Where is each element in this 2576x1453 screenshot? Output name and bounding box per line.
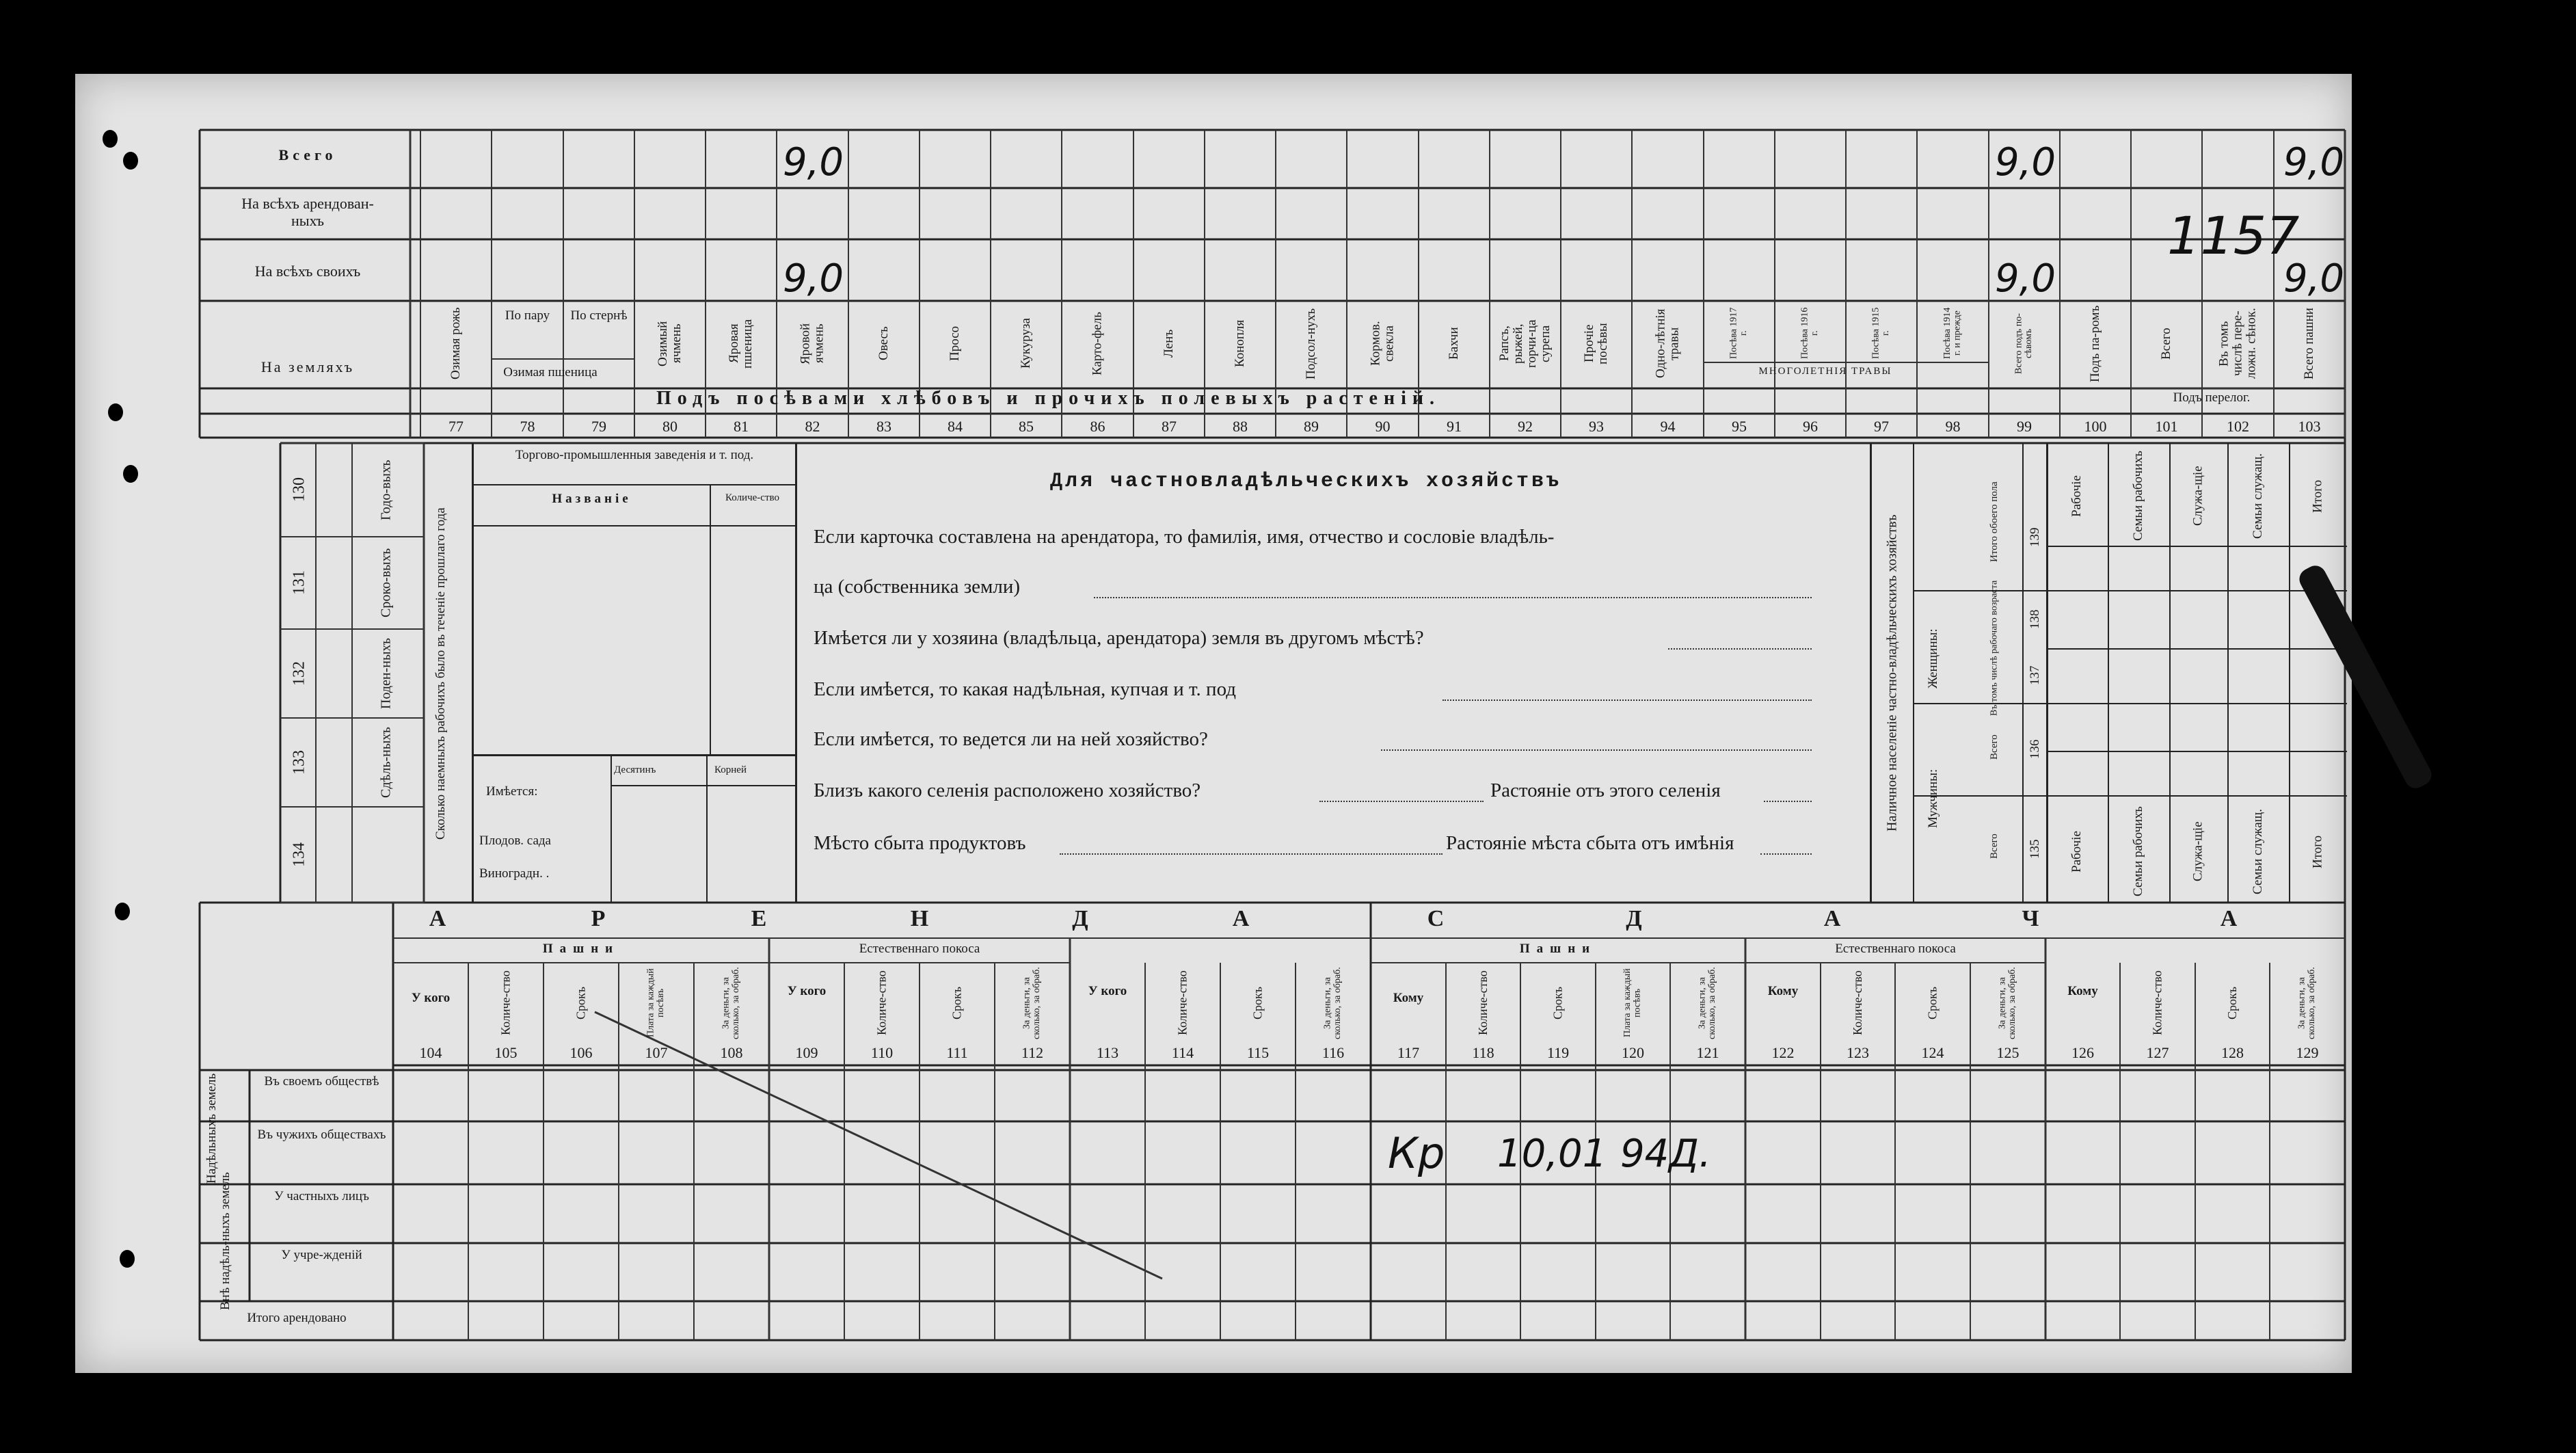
arenda-letter: Н (910, 906, 929, 931)
column-number: 79 (591, 418, 606, 435)
handwritten-svoikh-103: 9,0 (2283, 256, 2345, 301)
private-line-7: Растояніе отъ этого селенія (1490, 779, 1721, 801)
crop-header: Всего подъ по-сѣвомъ (2013, 313, 2034, 374)
lease-col-number: 123 (1847, 1044, 1869, 1061)
column-number: 91 (1447, 418, 1462, 435)
column-number: 92 (1518, 418, 1533, 435)
hired-col-number: 134 (290, 842, 308, 867)
column-number: 83 (876, 418, 891, 435)
population-header-bottom: Служа-щіе (2190, 821, 2205, 882)
column-number: 85 (1019, 418, 1034, 435)
lease-col-header: Срокъ (574, 986, 588, 1020)
sdacha-letter: Д (1626, 906, 1642, 931)
population-header-bottom: Итого (2310, 835, 2325, 868)
population-col-line (2289, 443, 2290, 903)
trade-qty-header: Количе-ство (725, 492, 779, 503)
column-number: 77 (448, 418, 464, 435)
crop-header: Кормов. свекла (1368, 321, 1397, 366)
column-number: 90 (1375, 418, 1391, 435)
crop-header: Кукуруза (1019, 318, 1034, 369)
mnogoletnie-label: МНОГОЛЕТНІЯ ТРАВЫ (1758, 366, 1892, 377)
arenda-letter: Д (1072, 906, 1088, 931)
population-col-line (2108, 443, 2109, 903)
column-number: 99 (2017, 418, 2032, 435)
lease-col-number: 120 (1622, 1044, 1644, 1061)
population-muzhchiny: Мужчины: (1926, 769, 1941, 829)
crop-header: Яровая пшеница (727, 319, 755, 369)
lease-col-number: 113 (1096, 1044, 1119, 1061)
row-label-arendovannykh: На всѣхъ арендован- ныхъ (241, 195, 374, 230)
sdacha-letter: Ч (2022, 906, 2039, 931)
row-label-na-zemlyakh: На земляхъ (260, 358, 355, 375)
trade-korney: Корней (714, 764, 747, 775)
trade-desyatin: Десятинъ (614, 764, 656, 775)
lease-col-number: 106 (569, 1044, 593, 1061)
population-row-line (2046, 590, 2347, 591)
handwritten-sdacha-srok: 94Д. (1620, 1132, 1711, 1176)
crop-header: Озимый ячмень (656, 321, 684, 366)
lease-col-number: 107 (645, 1044, 668, 1061)
row-label-svoikh: На всѣхъ своихъ (254, 263, 361, 280)
hired-col-number: 130 (290, 477, 308, 503)
column-number: 93 (1589, 418, 1604, 435)
population-header-bottom: Семьи служащ. (2251, 808, 2266, 895)
crop-header: Бахчи (1447, 327, 1462, 360)
row-label-itogo: Итого арендовано (247, 1311, 347, 1325)
ozimaya-pshenitsa-label: Озимая пшеница (503, 365, 598, 379)
lease-col-number: 109 (795, 1044, 818, 1061)
lease-col-number: 127 (2146, 1044, 2169, 1061)
private-line-2: ца (собственника земли) (814, 576, 1021, 598)
lease-group-pokos: Естественнаго покоса (859, 942, 980, 956)
hired-col-label: Сдѣль-ныхъ (378, 727, 394, 798)
lease-col-number: 122 (1771, 1044, 1795, 1061)
trade-vinograd: Виноградн. . (479, 866, 550, 881)
lease-col-number: 112 (1021, 1044, 1044, 1061)
column-number: 88 (1233, 418, 1248, 435)
private-title: Для частновладѣльческихъ хозяйствъ (1049, 470, 1562, 493)
lease-col-number: 119 (1546, 1044, 1570, 1061)
crop-header: Подъ па-ромъ (2088, 305, 2103, 382)
population-itogo-header: Итого обоего пола (1989, 481, 2000, 562)
column-number: 86 (1090, 418, 1105, 435)
handwritten-vsego-103: 9,0 (2283, 140, 2345, 185)
lease-col-number: 114 (1171, 1044, 1194, 1061)
crop-header: Всего (2159, 328, 2174, 360)
crop-header: По пару (505, 308, 550, 323)
private-line-1: Если карточка составлена на арендатора, то фамилія, имя, отчество и сословіе владѣль- (814, 526, 1555, 548)
lease-col-number: 108 (720, 1044, 743, 1061)
handwritten-svoikh-99: 9,0 (1995, 256, 2056, 301)
crop-header: Рапсъ, рыжей, горчи-ца сурепа (1497, 319, 1553, 368)
population-col-line (2169, 443, 2171, 903)
crop-header: Карто-фель (1090, 312, 1105, 375)
population-header-bottom: Семьи рабочихъ (2131, 806, 2146, 897)
hired-col-label: Годо-выхъ (378, 459, 394, 520)
handwritten-vsego-82: 9,0 (783, 140, 844, 185)
row-label-v-chuzhikh: Въ чужихъ обществахъ (257, 1128, 386, 1142)
private-line-9: Растояніе мѣста сбыта отъ имѣнія (1446, 832, 1734, 854)
population-header-bottom: Рабочіе (2069, 831, 2084, 872)
population-block (1870, 443, 2347, 903)
population-row-line (2046, 703, 2347, 704)
lease-col-header: Количе-ство (1851, 970, 1865, 1036)
lease-col-header: За деньги, за сколько, за обраб. (721, 967, 741, 1039)
private-line-6: Близъ какого селенія расположено хозяйство? (814, 779, 1201, 801)
lease-col-number: 110 (870, 1044, 894, 1061)
population-row-line (2046, 751, 2347, 752)
population-row-line (2046, 546, 2347, 547)
lease-col-header: Количе-ство (2150, 970, 2164, 1036)
population-header-top: Служа-щіе (2190, 466, 2205, 526)
population-col-number: 136 (2028, 739, 2043, 759)
population-row-line (2046, 795, 2347, 797)
lease-col-number: 117 (1397, 1044, 1420, 1061)
arenda-letter: Р (591, 906, 606, 931)
handwritten-svoikh-82: 9,0 (783, 256, 844, 301)
crop-header: Посѣва 1917 г. (1728, 307, 1749, 360)
population-col-number: 137 (2028, 665, 2043, 686)
column-number: 100 (2084, 418, 2107, 435)
trade-plodov: Плодов. сада (479, 834, 551, 848)
population-header-top: Рабочіе (2069, 475, 2084, 517)
population-col-line (2227, 443, 2229, 903)
lease-col-header: У кого (1088, 984, 1127, 998)
lease-col-header: Плата за каждый посѣвъ (645, 968, 666, 1038)
hired-col-number: 131 (290, 570, 308, 596)
trade-block (472, 443, 797, 903)
column-number: 94 (1660, 418, 1676, 435)
hired-col-label: Поден-ныхъ (378, 638, 394, 710)
crop-header: Конопля (1233, 319, 1248, 368)
crop-header: Въ томъ числѣ пере-ложн. сѣнок. (2216, 308, 2259, 379)
pod-perelog-label: Подъ перелог. (2173, 390, 2251, 405)
column-number: 80 (662, 418, 677, 435)
crop-header: По стернѣ (570, 308, 628, 323)
crop-header: Всего пашни (2302, 308, 2317, 379)
lease-col-header: За деньги, за сколько, за обраб. (2296, 967, 2317, 1039)
column-number: 81 (734, 418, 749, 435)
crop-header: Озимая рожь (448, 307, 464, 380)
sdacha-letter: С (1427, 906, 1445, 931)
lease-col-number: 115 (1246, 1044, 1270, 1061)
column-number: 95 (1732, 418, 1747, 435)
column-number: 84 (948, 418, 963, 435)
private-estates-block (793, 443, 1873, 903)
handwritten-sdacha-qty: 10,01 (1497, 1132, 1607, 1176)
column-number: 89 (1304, 418, 1319, 435)
population-header-top: Итого (2310, 479, 2325, 513)
lease-col-header: У кого (411, 991, 451, 1005)
private-line-4: Если имѣется, то какая надѣльная, купчая и т. под (814, 678, 1236, 700)
private-line-5: Если имѣется, то ведется ли на ней хозяйство? (814, 728, 1208, 750)
arenda-letter: А (429, 906, 446, 931)
crop-header: Одно-лѣтнія травы (1653, 308, 1682, 379)
column-number: 87 (1162, 418, 1177, 435)
row-label-vsego: Всего (278, 146, 337, 163)
lease-col-header: Срокъ (1551, 986, 1565, 1020)
lease-col-number: 126 (2071, 1044, 2094, 1061)
lease-col-number: 129 (2296, 1044, 2319, 1061)
arenda-letter: А (1232, 906, 1250, 931)
lease-col-header: Количе-ство (874, 970, 889, 1036)
population-header-top: Семьи служащ. (2251, 453, 2266, 539)
private-line-8: Мѣсто сбыта продуктовъ (814, 832, 1026, 854)
population-row-line (2046, 648, 2347, 650)
lease-group-pashni: Пашни (1519, 942, 1597, 956)
lease-group-pashni: Пашни (542, 942, 620, 956)
column-number: 102 (2227, 418, 2249, 435)
lease-col-header: Срокъ (1925, 986, 1940, 1020)
lease-col-header: Количе-ство (1175, 970, 1190, 1036)
row-label-nadelnykh: Надѣльныхъ земель (204, 1073, 219, 1184)
lease-col-number: 118 (1472, 1044, 1494, 1061)
lease-col-header: Срокъ (2225, 986, 2240, 1020)
lease-col-number: 111 (946, 1044, 968, 1061)
lease-group-pokos: Естественнаго покоса (1835, 942, 1956, 956)
column-number: 78 (520, 418, 535, 435)
handwritten-vsego-99: 9,0 (1995, 140, 2056, 185)
column-number: 97 (1874, 418, 1889, 435)
lease-col-number: 121 (1696, 1044, 1719, 1061)
lease-col-header: У кого (787, 984, 827, 998)
population-col-number: 139 (2028, 527, 2043, 547)
private-line-3: Имѣется ли у хозяина (владѣльца, арендатора) земля въ другомъ мѣстѣ? (814, 627, 1424, 649)
lease-col-header: За деньги, за сколько, за обраб. (1322, 967, 1343, 1039)
lease-col-header: За деньги, за сколько, за обраб. (1021, 967, 1042, 1039)
pod-posevami-caption: Подъ посѣвами хлѣбовъ и прочихъ полевыхъ растеній. (656, 388, 1441, 409)
crop-header: Посѣва 1914 г. и прежде (1942, 307, 1963, 360)
handwritten-stamp-number: 1157 (2167, 205, 2300, 266)
lease-col-number: 125 (1996, 1044, 2020, 1061)
population-zhenshchiny: Женщины: (1926, 628, 1941, 689)
population-header-top: Семьи рабочихъ (2131, 451, 2146, 542)
crop-header: Прочіе посѣвы (1582, 323, 1610, 364)
crop-header: Ленъ (1162, 329, 1177, 358)
trade-imeetsya: Имѣется: (486, 784, 538, 799)
lease-col-number: 124 (1921, 1044, 1944, 1061)
row-label-u-uchrezh: У учре-жденій (281, 1248, 362, 1262)
lease-col-header: Кому (1767, 984, 1799, 998)
column-number: 82 (805, 418, 820, 435)
population-col-number: 138 (2028, 609, 2043, 629)
hired-workers-caption: Сколько наемныхъ рабочихъ было въ теченіе прошлаго года (433, 507, 448, 840)
column-number: 101 (2155, 418, 2178, 435)
lease-col-header: Кому (1393, 991, 1424, 1005)
hired-col-number: 133 (290, 750, 308, 775)
crop-header: Яровой ячмень (798, 323, 827, 364)
lease-col-header: Плата за каждый посѣвъ (1622, 968, 1643, 1038)
row-label-v-svoem: Въ своемъ обществѣ (264, 1074, 379, 1089)
lease-col-number: 104 (419, 1044, 442, 1061)
hired-col-label: Сроко-выхъ (378, 548, 394, 618)
lease-col-header: За деньги, за сколько, за обраб. (1697, 967, 1717, 1039)
lease-col-header: Срокъ (950, 986, 964, 1020)
trade-name-header: Названіе (552, 492, 632, 506)
column-number: 103 (2298, 418, 2321, 435)
population-women-total-header: Всего (1989, 734, 2000, 760)
lease-col-header: Количе-ство (1476, 970, 1490, 1036)
population-men-total-header: Всего (1989, 834, 2000, 859)
crop-header: Посѣва 1916 г. (1799, 307, 1820, 360)
arenda-letter: Е (751, 906, 767, 931)
lease-col-number: 128 (2221, 1044, 2244, 1061)
handwritten-sdacha-komu: Кр (1388, 1128, 1445, 1178)
column-number: 96 (1803, 418, 1818, 435)
crop-header: Подсол-нухъ (1304, 308, 1319, 379)
population-col-number: 135 (2028, 839, 2043, 859)
row-label-vne-nadelnykh: Внѣ надѣль-ныхъ земель (218, 1172, 233, 1310)
population-caption: Наличное населеніе частно-владѣльческихъ хозяйствъ (1884, 514, 1900, 831)
sdacha-letter: А (2220, 906, 2238, 931)
lease-col-header: Кому (2067, 984, 2098, 998)
hired-col-number: 132 (290, 661, 308, 686)
crop-header: Овесъ (876, 326, 891, 361)
lease-col-number: 116 (1321, 1044, 1345, 1061)
population-women-working-header: Въ томъ числѣ рабочаго возраста (1989, 580, 2000, 717)
crop-header: Посѣва 1915 г. (1870, 307, 1891, 360)
trade-title: Торгово-промышленныя заведенія и т. под. (515, 448, 754, 462)
lease-col-header: Срокъ (1250, 986, 1265, 1020)
lease-col-number: 105 (494, 1044, 518, 1061)
row-label-u-chastnykh: У частныхъ лицъ (274, 1189, 369, 1203)
column-number: 98 (1945, 418, 1961, 435)
sdacha-letter: А (1823, 906, 1841, 931)
lease-col-header: Количе-ство (498, 970, 513, 1036)
lease-col-header: За деньги, за сколько, за обраб. (1997, 967, 2017, 1039)
crop-header: Просо (948, 325, 963, 362)
